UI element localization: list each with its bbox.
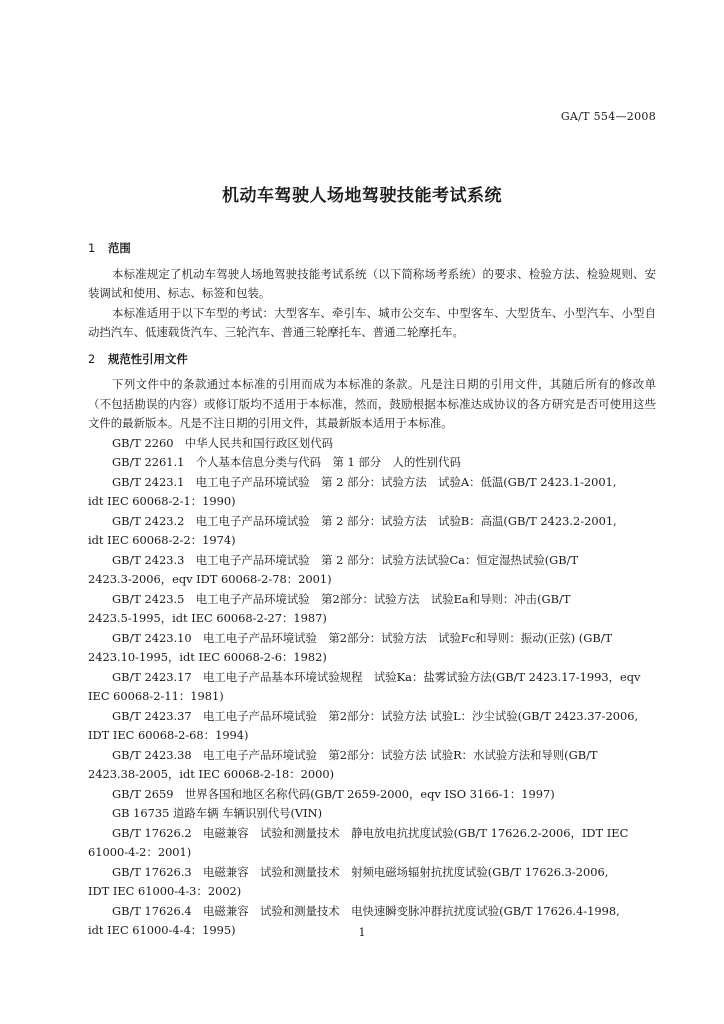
reference-continuation: idt IEC 61000-4-4：1995) — [88, 923, 236, 937]
reference-text: GB/T 2423.2 电工电子产品环境试验 第 2 部分：试验方法 试验B：高温(GB/T 2423.2-2001, — [112, 513, 617, 528]
reference-text: GB/T 2423.3 电工电子产品环境试验 第 2 部分：试验方法试验Ca：恒定湿热试验(GB/T — [112, 552, 579, 567]
paragraph: 下列文件中的条款通过本标准的引用而成为本标准的条款。凡是注日期的引用文件，其随后所有的修改单（不包括勘误的内容）或修订版均不适用于本标准，然而，鼓励根据本标准达成协议的各方研究是否可使用这些文件的最新版本。凡是不注日期的引用文件，其最新版本适用于本标准。 — [88, 377, 656, 430]
section-number: 2 — [88, 351, 96, 366]
reference-item — [88, 629, 656, 668]
paragraph: 本标准适用于以下车型的考试：大型客车、牵引车、城市公交车、中型客车、大型货车、小型汽车、小型自动挡汽车、低速载货汽车、三轮汽车、普通三轮摩托车、普通二轮摩托车。 — [88, 305, 656, 339]
reference-list — [88, 434, 656, 941]
reference-item — [88, 512, 656, 551]
reference-text: GB/T 2261.1 个人基本信息分类与代码 第 1 部分 人的性别代码 — [112, 455, 461, 469]
reference-item — [88, 785, 656, 805]
reference-text: GB/T 17626.4 电磁兼容 试验和测量技术 电快速瞬变脉冲群抗扰度试验(GB/T 17626.4-1998, — [112, 903, 620, 918]
reference-continuation: IDT IEC 60068-2-68：1994) — [88, 728, 249, 742]
reference-item — [88, 668, 656, 707]
reference-item — [88, 453, 656, 473]
reference-item — [88, 551, 656, 590]
paragraph: 本标准规定了机动车驾驶人场地驾驶技能考试系统（以下简称场考系统）的要求、检验方法、检验规则、安装调试和使用、标志、标签和包装。 — [88, 266, 656, 300]
reference-continuation: idt IEC 60068-2-2：1974) — [88, 533, 236, 547]
reference-item — [88, 434, 656, 454]
page-number: 1 — [358, 926, 366, 939]
reference-text: GB/T 2423.37 电工电子产品环境试验 第2部分：试验方法 试验L：沙尘试验(GB/T 2423.37-2006, — [112, 708, 639, 723]
reference-continuation: 2423.10-1995，idt IEC 60068-2-6：1982) — [88, 650, 327, 664]
document-title: 机动车驾驶人场地驾驶技能考试系统 — [222, 186, 502, 206]
reference-continuation: 2423.5-1995，idt IEC 60068-2-27：1987) — [88, 611, 327, 625]
reference-text: GB/T 2423.38 电工电子产品环境试验 第2部分：试验方法 试验R：水试验方法和导则(GB/T — [112, 747, 598, 762]
reference-text: GB/T 17626.3 电磁兼容 试验和测量技术 射频电磁场辐射抗扰度试验(GB/T 17626.3-2006, — [112, 864, 609, 879]
reference-item — [88, 804, 656, 824]
section-heading-scope — [88, 239, 656, 259]
reference-item — [88, 746, 656, 785]
reference-continuation: idt IEC 60068-2-1：1990) — [88, 494, 236, 508]
section-title: 规范性引用文件 — [108, 351, 188, 366]
reference-text: GB/T 2659 世界各国和地区名称代码(GB/T 2659-2000，eqv ISO 3166-1：1997) — [112, 786, 555, 801]
reference-text: GB/T 2423.17 电工电子产品基本环境试验规程 试验Ka：盐雾试验方法(GB/T 2423.17-1993，eqv — [112, 669, 641, 684]
reference-text: GB 16735 道路车辆 车辆识别代号(VIN) — [112, 806, 323, 820]
reference-item — [88, 590, 656, 629]
reference-text: GB/T 2260 中华人民共和国行政区划代码 — [112, 435, 333, 450]
reference-text: GB/T 2423.1 电工电子产品环境试验 第 2 部分：试验方法 试验A：低温(GB/T 2423.1-2001, — [112, 474, 617, 489]
standard-code: GA/T 554—2008 — [560, 110, 656, 123]
document-body — [88, 239, 656, 941]
section-heading-normative-references — [88, 350, 656, 370]
reference-item — [88, 863, 656, 902]
section-title: 范围 — [108, 241, 131, 255]
reference-continuation: 2423.3-2006，eqv IDT 60068-2-78：2001) — [88, 572, 332, 586]
section-number: 1 — [88, 241, 96, 255]
reference-item — [88, 824, 656, 863]
reference-continuation: IEC 60068-2-11：1981) — [88, 689, 224, 703]
reference-continuation: 2423.38-2005，idt IEC 60068-2-18：2000) — [88, 767, 335, 781]
reference-item — [88, 707, 656, 746]
reference-text: GB/T 2423.10 电工电子产品环境试验 第2部分：试验方法 试验Fc和导则：振动(正弦) (GB/T — [112, 630, 613, 645]
reference-item — [88, 473, 656, 512]
reference-text: GB/T 2423.5 电工电子产品环境试验 第2部分：试验方法 试验Ea和导则：冲击(GB/T — [112, 591, 571, 606]
reference-continuation: 61000-4-2：2001) — [88, 845, 192, 859]
reference-text: GB/T 17626.2 电磁兼容 试验和测量技术 静电放电抗扰度试验(GB/T 17626.2-2006，IDT IEC — [112, 825, 629, 840]
reference-continuation: IDT IEC 61000-4-3：2002) — [88, 884, 242, 898]
